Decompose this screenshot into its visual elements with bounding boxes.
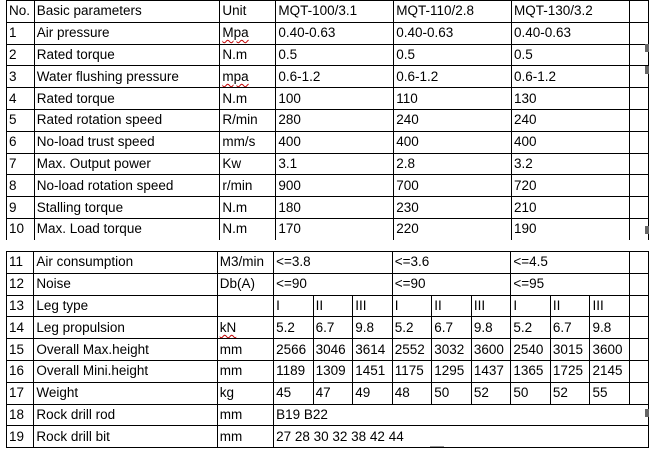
row-value: 3614 xyxy=(353,339,393,361)
row-value: I xyxy=(274,295,314,317)
overflow-cell xyxy=(629,197,648,219)
row-value: 400 xyxy=(512,131,630,153)
row-no: 5 xyxy=(7,109,35,131)
row-value: 2145 xyxy=(590,360,630,382)
row-value: I xyxy=(392,295,432,317)
row-value: 50 xyxy=(432,382,472,404)
row-value: III xyxy=(590,295,630,317)
row-value: 9.8 xyxy=(353,317,393,339)
row-param: Rated torque xyxy=(34,88,220,110)
row-value: 5.2 xyxy=(274,317,314,339)
row-value: 1451 xyxy=(353,360,393,382)
row-value: 700 xyxy=(394,175,512,197)
row-no: 11 xyxy=(7,252,34,274)
row-unit: mm xyxy=(217,404,273,426)
row-param: Stalling torque xyxy=(34,197,220,219)
row-value: 0.5 xyxy=(394,44,512,66)
row-value: 1309 xyxy=(313,360,353,382)
row-value: 49 xyxy=(353,382,393,404)
row-no: 14 xyxy=(7,317,34,339)
row-param: Water flushing pressure xyxy=(34,66,220,88)
row-value: II xyxy=(313,295,353,317)
overflow-cell xyxy=(630,273,649,295)
overflow-cell xyxy=(629,131,648,153)
row-unit: N.m xyxy=(220,218,276,240)
table-row xyxy=(7,88,649,110)
row-value: 3046 xyxy=(313,339,353,361)
row-value: 0.40-0.63 xyxy=(512,22,630,44)
row-no: 16 xyxy=(7,360,34,382)
row-value: 170 xyxy=(276,218,394,240)
row-value: <=90 xyxy=(392,273,511,295)
row-no: 18 xyxy=(7,404,34,426)
scroll-marker xyxy=(430,446,444,453)
no-header: No. xyxy=(7,1,35,23)
resize-handle[interactable] xyxy=(645,226,649,234)
row-unit: kg xyxy=(217,382,273,404)
row-value: II xyxy=(550,295,590,317)
row-param: Rated torque xyxy=(34,44,220,66)
row-param: Overall Max.height xyxy=(34,339,217,361)
row-value: 0.6-1.2 xyxy=(512,66,630,88)
overflow-cell xyxy=(629,153,648,175)
row-no: 17 xyxy=(7,382,34,404)
row-value: 220 xyxy=(394,218,512,240)
row-param: Max. Load torque xyxy=(34,218,220,240)
row-value: 52 xyxy=(550,382,590,404)
row-value: 400 xyxy=(276,131,394,153)
row-param: Air pressure xyxy=(34,22,220,44)
table-row xyxy=(7,295,649,317)
row-no: 12 xyxy=(7,273,34,295)
table-row xyxy=(7,131,649,153)
row-value: II xyxy=(432,295,472,317)
row-value: 1189 xyxy=(274,360,314,382)
row-value: 100 xyxy=(276,88,394,110)
row-value: III xyxy=(353,295,393,317)
table-row xyxy=(7,273,649,295)
row-value: 48 xyxy=(392,382,432,404)
table-row xyxy=(7,252,649,274)
row-value: 720 xyxy=(512,175,630,197)
row-value: <=3.6 xyxy=(392,252,511,274)
row-unit: N.m xyxy=(220,44,276,66)
overflow-cell xyxy=(629,22,648,44)
row-value: 210 xyxy=(512,197,630,219)
table-row xyxy=(7,66,649,88)
table-gap xyxy=(0,240,649,251)
row-value: 3.1 xyxy=(276,153,394,175)
row-value: 110 xyxy=(394,88,512,110)
overflow-cell xyxy=(630,360,649,382)
row-unit: r/min xyxy=(220,175,276,197)
row-value: 2540 xyxy=(511,339,551,361)
row-value: 27 28 30 32 38 42 44 xyxy=(274,426,649,448)
overflow-cell xyxy=(629,88,648,110)
row-value: 55 xyxy=(590,382,630,404)
overflow-cell xyxy=(629,109,648,131)
row-value: 45 xyxy=(274,382,314,404)
table-row xyxy=(7,426,649,448)
row-value: 0.5 xyxy=(512,44,630,66)
overflow-cell xyxy=(629,175,648,197)
row-no: 2 xyxy=(7,44,35,66)
resize-handle[interactable] xyxy=(645,44,649,52)
row-value: 5.2 xyxy=(392,317,432,339)
overflow-cell xyxy=(629,1,648,23)
row-unit: Mpa xyxy=(220,22,276,44)
table-row xyxy=(7,175,649,197)
row-value: 50 xyxy=(511,382,551,404)
row-unit xyxy=(217,295,273,317)
row-value: 180 xyxy=(276,197,394,219)
overflow-cell xyxy=(630,295,649,317)
row-value: 2566 xyxy=(274,339,314,361)
row-unit: mm xyxy=(217,426,273,448)
row-unit: N.m xyxy=(220,197,276,219)
row-value: 240 xyxy=(512,109,630,131)
row-no: 4 xyxy=(7,88,35,110)
row-value: 1725 xyxy=(550,360,590,382)
row-value: 240 xyxy=(394,109,512,131)
row-value: 47 xyxy=(313,382,353,404)
row-value: <=95 xyxy=(511,273,630,295)
row-no: 19 xyxy=(7,426,34,448)
overflow-cell xyxy=(630,317,649,339)
row-unit: kN xyxy=(217,317,273,339)
table-row xyxy=(7,404,649,426)
parameters-table-bottom xyxy=(6,251,649,448)
row-no: 10 xyxy=(7,218,35,240)
row-unit: Db(A) xyxy=(217,273,273,295)
table-row xyxy=(7,317,649,339)
row-value: 0.6-1.2 xyxy=(394,66,512,88)
row-unit: R/min xyxy=(220,109,276,131)
row-no: 7 xyxy=(7,153,35,175)
row-no: 8 xyxy=(7,175,35,197)
overflow-cell xyxy=(630,382,649,404)
row-value: <=4.5 xyxy=(511,252,630,274)
row-value: 3600 xyxy=(471,339,511,361)
param-header: Basic parameters xyxy=(34,1,220,23)
row-value: III xyxy=(471,295,511,317)
row-value: 6.7 xyxy=(313,317,353,339)
overflow-cell xyxy=(630,339,649,361)
row-param: No-load rotation speed xyxy=(34,175,220,197)
parameters-table-top xyxy=(6,0,649,241)
row-value: 0.6-1.2 xyxy=(276,66,394,88)
row-param: Weight xyxy=(34,382,217,404)
row-value: 1295 xyxy=(432,360,472,382)
row-unit: mm xyxy=(217,339,273,361)
header-row xyxy=(7,1,649,23)
row-unit: mpa xyxy=(220,66,276,88)
model-header: MQT-130/3.2 xyxy=(512,1,630,23)
row-value: <=90 xyxy=(274,273,393,295)
row-unit: Kw xyxy=(220,153,276,175)
row-value: 3.2 xyxy=(512,153,630,175)
table-row xyxy=(7,382,649,404)
row-value: 230 xyxy=(394,197,512,219)
row-param: Overall Mini.height xyxy=(34,360,217,382)
row-value: 9.8 xyxy=(590,317,630,339)
row-no: 3 xyxy=(7,66,35,88)
row-value: 0.40-0.63 xyxy=(276,22,394,44)
row-unit: M3/min xyxy=(217,252,273,274)
row-value: 3015 xyxy=(550,339,590,361)
table-row xyxy=(7,339,649,361)
model-header: MQT-110/2.8 xyxy=(394,1,512,23)
row-value: 6.7 xyxy=(432,317,472,339)
row-param: Rock drill rod xyxy=(34,404,217,426)
row-value: 2.8 xyxy=(394,153,512,175)
table-row xyxy=(7,109,649,131)
unit-header: Unit xyxy=(220,1,276,23)
row-no: 13 xyxy=(7,295,34,317)
table-row xyxy=(7,218,649,240)
table-row xyxy=(7,197,649,219)
overflow-cell xyxy=(630,252,649,274)
resize-handle[interactable] xyxy=(645,66,649,74)
row-value: 6.7 xyxy=(550,317,590,339)
row-value: 280 xyxy=(276,109,394,131)
row-param: Noise xyxy=(34,273,217,295)
row-value: 0.40-0.63 xyxy=(394,22,512,44)
row-value: 9.8 xyxy=(471,317,511,339)
row-no: 9 xyxy=(7,197,35,219)
row-param: Air consumption xyxy=(34,252,217,274)
row-value: 190 xyxy=(512,218,630,240)
row-value: 3600 xyxy=(590,339,630,361)
row-value: 5.2 xyxy=(511,317,551,339)
row-value: 2552 xyxy=(392,339,432,361)
table-row xyxy=(7,360,649,382)
row-value: 1365 xyxy=(511,360,551,382)
row-value: B19 B22 xyxy=(274,404,649,426)
row-value: 1437 xyxy=(471,360,511,382)
table-row xyxy=(7,153,649,175)
row-param: No-load trust speed xyxy=(34,131,220,153)
row-value: I xyxy=(511,295,551,317)
row-unit: mm xyxy=(217,360,273,382)
table-row xyxy=(7,44,649,66)
resize-handle[interactable] xyxy=(645,409,649,417)
row-unit: N.m xyxy=(220,88,276,110)
row-value: 1175 xyxy=(392,360,432,382)
row-value: 900 xyxy=(276,175,394,197)
row-value: 52 xyxy=(471,382,511,404)
row-unit: mm/s xyxy=(220,131,276,153)
row-param: Rated rotation speed xyxy=(34,109,220,131)
row-value: <=3.8 xyxy=(274,252,393,274)
table-row xyxy=(7,22,649,44)
row-value: 400 xyxy=(394,131,512,153)
row-value: 0.5 xyxy=(276,44,394,66)
row-param: Leg type xyxy=(34,295,217,317)
row-no: 6 xyxy=(7,131,35,153)
row-param: Rock drill bit xyxy=(34,426,217,448)
model-header: MQT-100/3.1 xyxy=(276,1,394,23)
row-no: 15 xyxy=(7,339,34,361)
row-value: 3032 xyxy=(432,339,472,361)
row-value: 130 xyxy=(512,88,630,110)
row-param: Max. Output power xyxy=(34,153,220,175)
row-no: 1 xyxy=(7,22,35,44)
row-param: Leg propulsion xyxy=(34,317,217,339)
